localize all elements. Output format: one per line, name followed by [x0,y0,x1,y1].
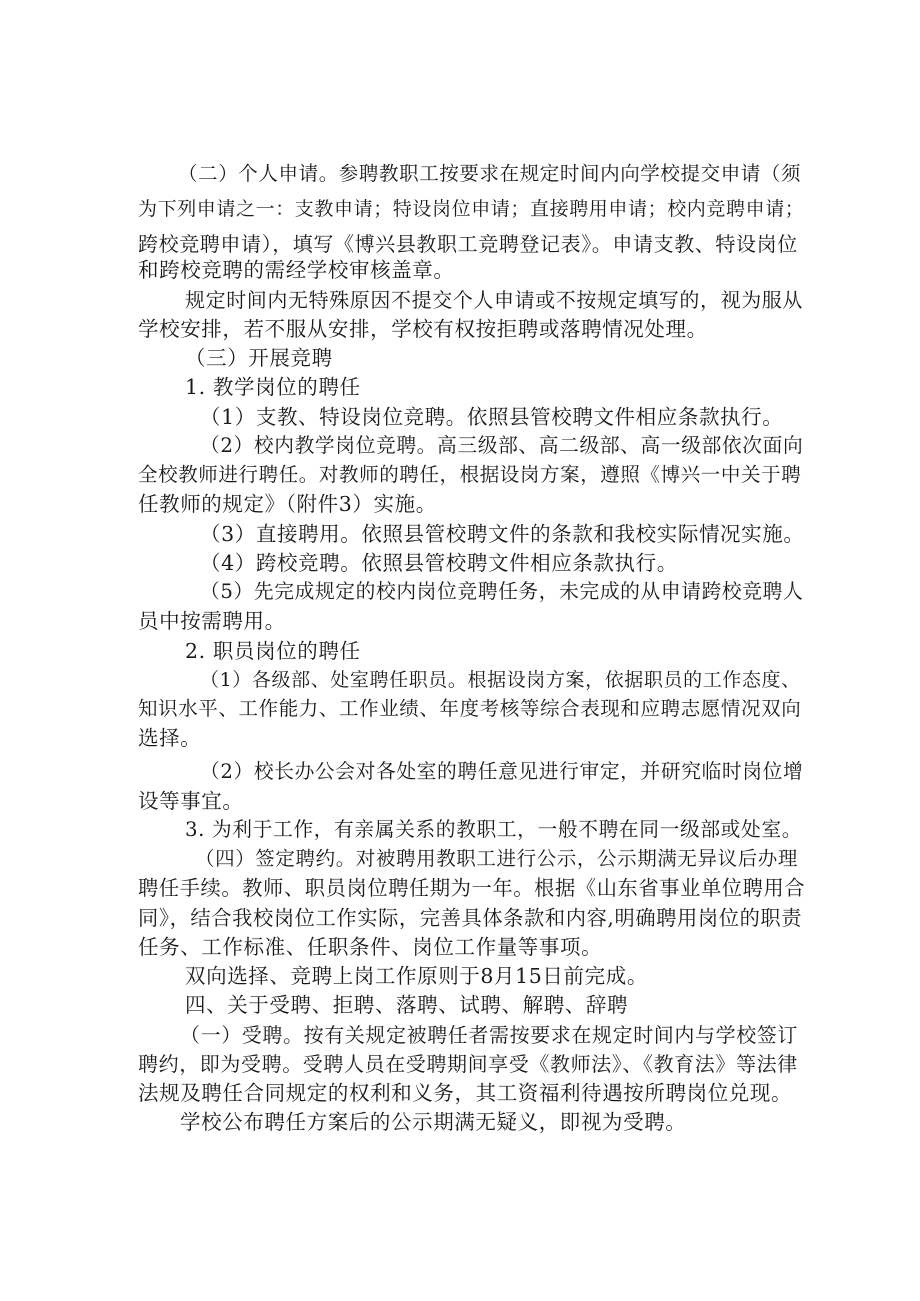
paragraph-line: 聘约，即为受聘。受聘人员在受聘期间享受《教师法》、《教育法》等法律 [138,1052,798,1076]
paragraph-line: 为下列申请之一：支教申请；特设岗位申请；直接聘用申请；校内竞聘申请； [138,198,805,220]
paragraph-line: （1）各级部、处室聘任职员。根据设岗方案，依据职员的工作态度、 [200,669,801,691]
paragraph-line: 聘任手续。教师、职员岗位聘任期为一年。根据《山东省事业单位聘用合 [138,876,806,900]
paragraph-line: （4）跨校竞聘。依照县管校聘文件相应条款执行。 [200,551,678,575]
paragraph-line: 知识水平、工作能力、工作业绩、年度考核等综合表现和应聘志愿情况双向 [138,697,802,720]
subsection-heading: 3. 为利于工作，有亲属关系的教职工，一般不聘在同一级部或处室。 [185,818,803,841]
paragraph-line: 选择。 [138,726,202,750]
paragraph-line: （四）签定聘约。对被聘用教职工进行公示，公示期满无异议后办理 [195,847,799,870]
paragraph-line: （1）支教、特设岗位竞聘。依照县管校聘文件相应条款执行。 [200,405,784,429]
paragraph-line: 全校教师进行聘任。对教师的聘任，根据设岗方案，遵照《博兴一中关于聘 [138,463,802,486]
paragraph-line: 学校公布聘任方案后的公示期满无疑义，即视为受聘。 [180,1110,687,1134]
paragraph-line: 和跨校竞聘的需经学校审核盖章。 [138,258,455,282]
paragraph-line: 双向选择、竞聘上岗工作原则于8月15日前完成。 [185,964,648,988]
paragraph-line: （一）受聘。按有关规定被聘任者需按要求在规定时间内与学校签订 [180,1023,798,1047]
paragraph-line: 同》，结合我校岗位工作实际，完善具体条款和内容,明确聘用岗位的职责 [138,906,803,930]
subsection-heading: 1. 教学岗位的聘任 [185,375,361,399]
subsection-heading: 2. 职员岗位的聘任 [185,639,361,663]
paragraph-line: 任务、工作标准、任职条件、岗位工作量等事项。 [138,935,603,959]
paragraph-line: （2）校内教学岗位竞聘。高三级部、高二级部、高一级部依次面向 [200,434,804,457]
paragraph-line: 规定时间内无特殊原因不提交个人申请或不按规定填写的，视为服从 [185,288,803,312]
paragraph-line: 学校安排，若不服从安排，学校有权按拒聘或落聘情况处理。 [138,317,708,341]
paragraph-line: 员中按需聘用。 [138,609,286,633]
paragraph-line: （3）直接聘用。依照县管校聘文件的条款和我校实际情况实施。 [200,522,805,546]
paragraph-line: 法规及聘任合同规定的权利和义务，其工资福利待遇按所聘岗位兑现。 [138,1081,793,1105]
paragraph-line: （5）先完成规定的校内岗位竞聘任务，未完成的从申请跨校竞聘人 [200,580,804,603]
paragraph-line: 任教师的规定》（附件3）实施。 [138,492,437,516]
section-heading: 四、关于受聘、拒聘、落聘、试聘、解聘、辞聘 [185,993,629,1017]
paragraph-line: 跨校竞聘申请），填写《博兴县教职工竞聘登记表》。申请支教、特设岗位 [138,232,798,256]
paragraph-line: 设等事宜。 [138,789,244,813]
paragraph-line: （2）校长办公会对各处室的聘任意见进行审定，并研究临时岗位增 [200,760,804,783]
section-heading: （三）开展竞聘 [185,346,333,370]
paragraph-line: （二）个人申请。参聘教职工按要求在规定时间内向学校提交申请（须 [178,162,802,185]
